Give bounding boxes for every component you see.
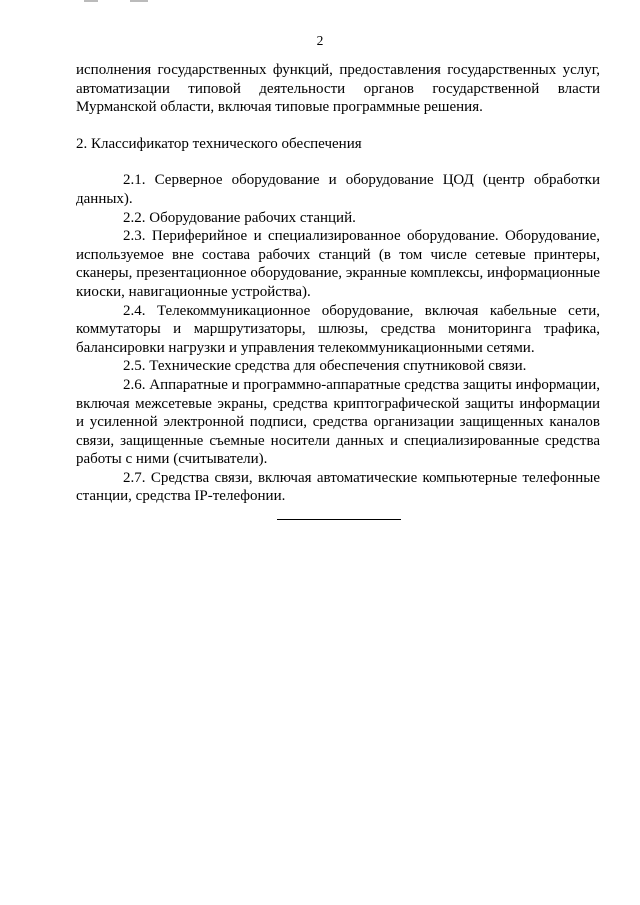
list-item-2-5: 2.5. Технические средства для обеспечения спутниковой связи. <box>123 358 527 375</box>
closing-divider-line <box>277 519 401 520</box>
document-body <box>76 61 600 506</box>
section-title: 2. Классификатор технического обеспечения <box>76 135 362 152</box>
list-item-2-4: 2.4. Телекоммуникационное оборудование, включая кабельные сети, коммутаторы и маршрутизаторы, шлюзы, средства мониторинга трафика, балансировки нагрузки и управления телекоммуникационными сетями. <box>76 302 600 356</box>
list-item-2-7: 2.7. Средства связи, включая автоматические компьютерные телефонные станции, средства IP-телефонии. <box>76 469 600 505</box>
list-item-2-6: 2.6. Аппаратные и программно-аппаратные средства защиты информации, включая межсетевые экраны, средства криптографической защиты информации и усиленной электронной подписи, средства организации защищенных каналов связи, защищенные съемные носители данных и специализированные средства работы с ними (считыватели). <box>76 376 600 468</box>
scan-artifact-marks <box>84 0 164 3</box>
list-item-2-2: 2.2. Оборудование рабочих станций. <box>123 209 356 226</box>
list-item-2-3: 2.3. Периферийное и специализированное оборудование. Оборудование, используемое вне состава рабочих станций (в том числе сетевые принтеры, сканеры, презентационное оборудование, экранные комплексы, информационные киоски, навигационные устройства). <box>76 228 600 300</box>
list-item-2-1: 2.1. Серверное оборудование и оборудование ЦОД (центр обработки данных). <box>76 172 600 207</box>
page-number: 2 <box>316 33 324 48</box>
intro-paragraph: исполнения государственных функций, предоставления государственных услуг, автоматизации типовой деятельности органов государственной власти Мурманской области, включая типовые программные решения. <box>76 62 600 116</box>
